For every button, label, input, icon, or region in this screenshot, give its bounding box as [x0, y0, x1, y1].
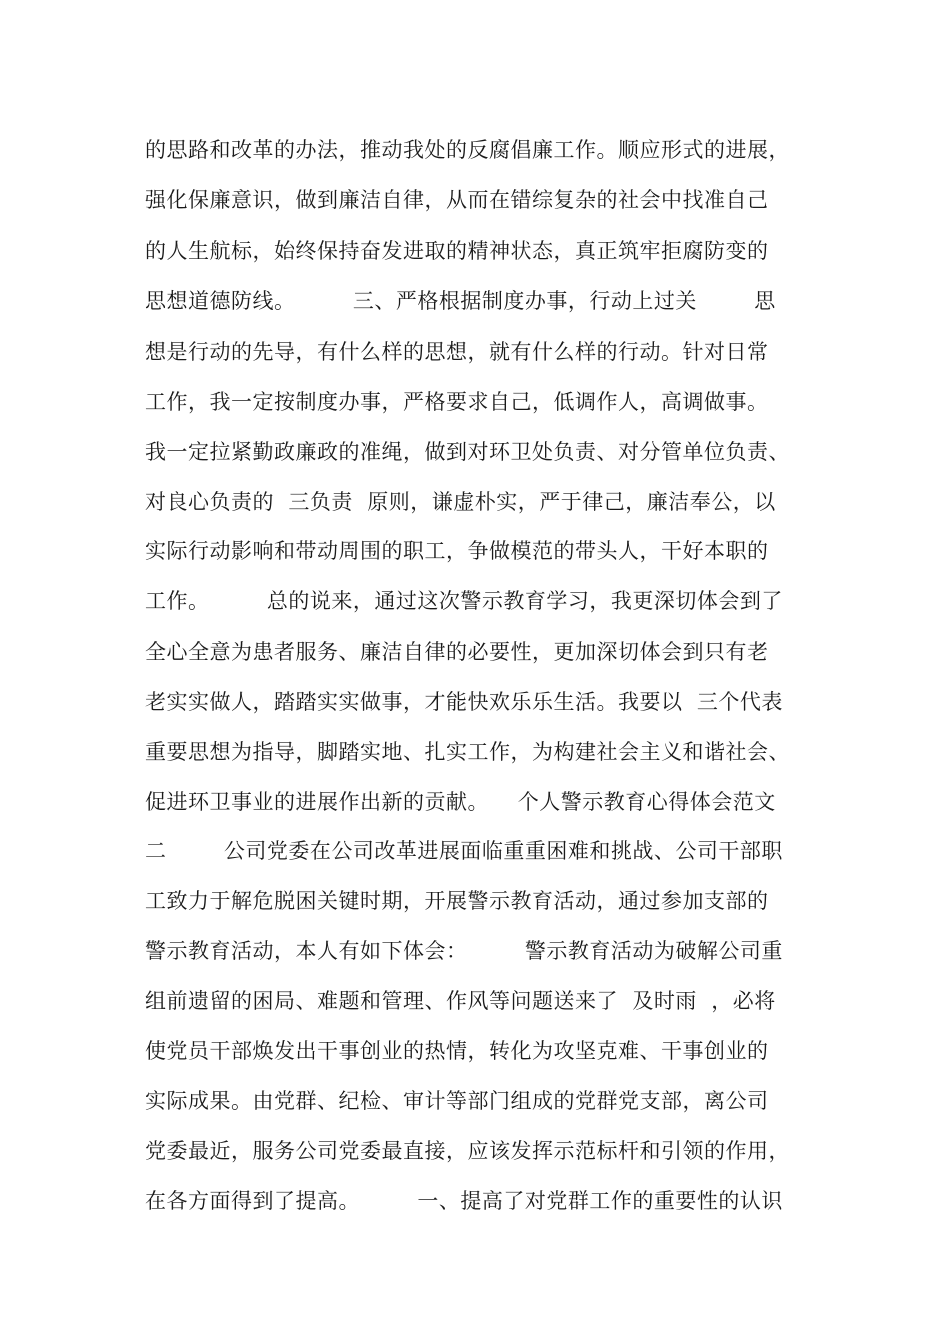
- text-line: 二 公司党委在公司改革进展面临重重困难和挑战、公司干部职: [145, 839, 783, 863]
- text-line: 全心全意为患者服务、廉洁自律的必要性，更加深切体会到只有老: [145, 640, 769, 664]
- text-line: 思想道德防线。 三、严格根据制度办事，行动上过关 思: [145, 289, 776, 313]
- text-line: 工作，我一定按制度办事，严格要求自己，低调作人，高调做事。: [145, 390, 769, 414]
- text-line: 对良心负责的 三负责 原则，谦虚朴实，严于律己，廉洁奉公，以: [145, 490, 776, 514]
- text-line: 使党员干部焕发出干事创业的热情，转化为攻坚克难、干事创业的: [145, 1039, 769, 1063]
- text-line: 强化保廉意识，做到廉洁自律，从而在错综复杂的社会中找准自己: [145, 188, 769, 212]
- text-line: 实际行动影响和带动周围的职工，争做模范的带头人，干好本职的: [145, 539, 769, 563]
- text-line: 的思路和改革的办法，推动我处的反腐倡廉工作。顺应形式的进展，: [145, 138, 790, 162]
- text-line: 我一定拉紧勤政廉政的准绳，做到对环卫处负责、对分管单位负责、: [145, 440, 790, 464]
- text-line: 党委最近，服务公司党委最直接，应该发挥示范标杆和引领的作用，: [145, 1139, 790, 1163]
- text-line: 老实实做人，踏踏实实做事，才能快欢乐乐生活。我要以 三个代表: [145, 690, 783, 714]
- text-line: 工作。 总的说来，通过这次警示教育学习，我更深切体会到了: [145, 589, 783, 613]
- text-line: 重要思想为指导，脚踏实地、扎实工作，为构建社会主义和谐社会、: [145, 740, 790, 764]
- text-line: 工致力于解危脱困关键时期，开展警示教育活动，通过参加支部的: [145, 889, 769, 913]
- text-line: 的人生航标，始终保持奋发进取的精神状态，真正筑牢拒腐防变的: [145, 239, 769, 263]
- text-line: 在各方面得到了提高。 一、提高了对党群工作的重要性的认识: [145, 1189, 783, 1213]
- text-line: 促进环卫事业的进展作出新的贡献。 个人警示教育心得体会范文: [145, 790, 776, 814]
- text-line: 组前遗留的困局、难题和管理、作风等问题送来了 及时雨 ，必将: [145, 989, 776, 1013]
- text-line: 想是行动的先导，有什么样的思想，就有什么样的行动。针对日常: [145, 340, 769, 364]
- text-line: 实际成果。由党群、纪检、审计等部门组成的党群党支部，离公司: [145, 1089, 769, 1113]
- text-line: 警示教育活动，本人有如下体会： 警示教育活动为破解公司重: [145, 939, 783, 963]
